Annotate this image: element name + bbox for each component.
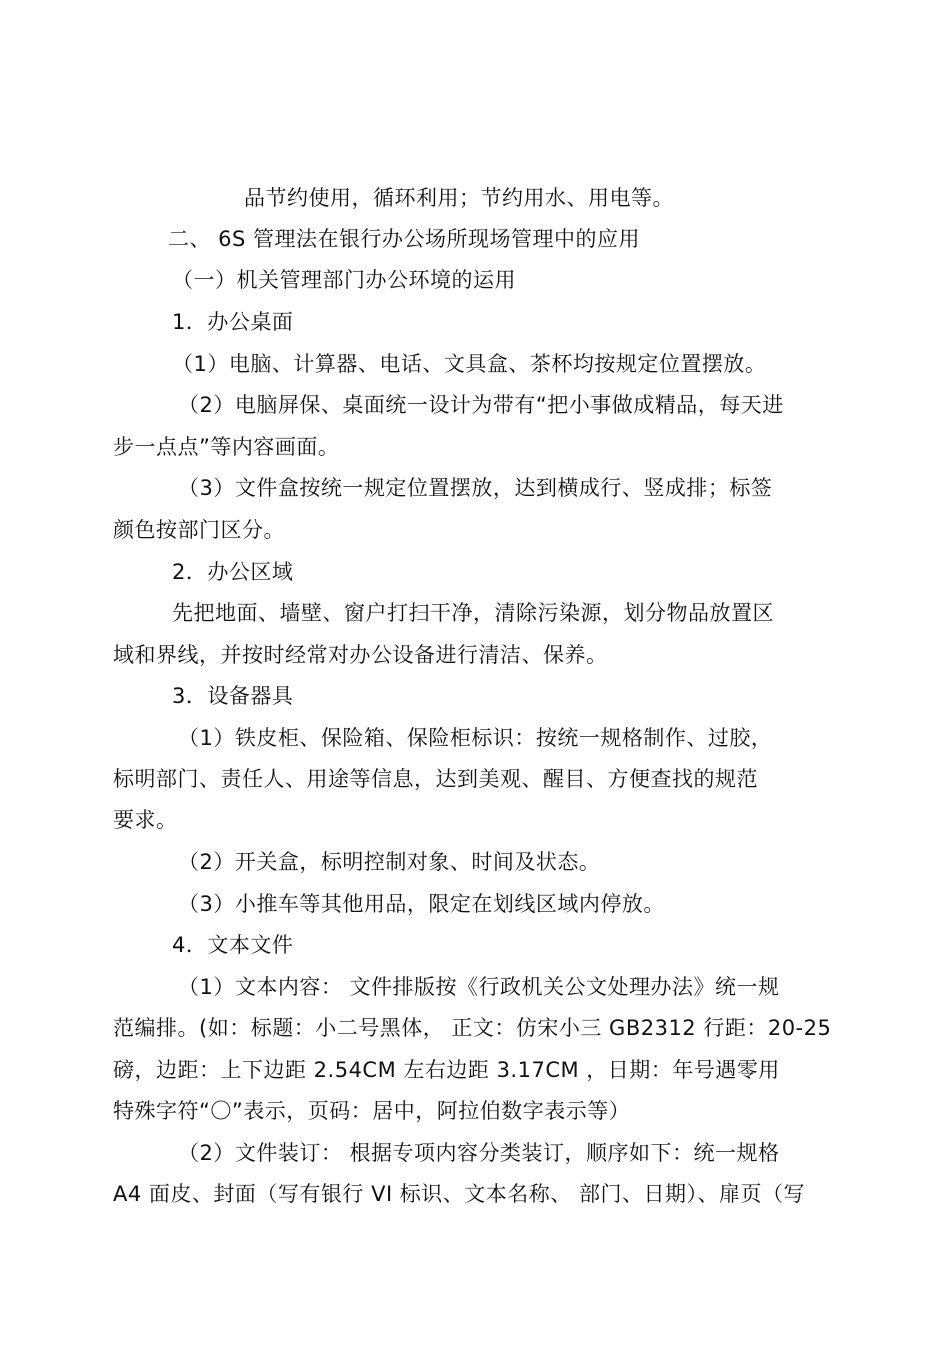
text-line-18: （3）小推车等其他用品，限定在划线区域内停放。 xyxy=(178,892,665,916)
text-line-1: 品节约使用，循环利用；节约用水、用电等。 xyxy=(244,186,674,210)
text-line-25: A4 面皮、封面（写有银行 VI 标识、文本名称、 部门、日期）、扉页（写 xyxy=(113,1182,805,1206)
text-line-15: 标明部门、责任人、用途等信息，达到美观、醒目、方便查找的规范 xyxy=(113,767,758,791)
text-line-17: （2）开关盒，标明控制对象、时间及状态。 xyxy=(178,850,601,874)
text-line-22: 磅，边距：上下边距 2.54CM 左右边距 3.17CM ，日期：年号遇零用 xyxy=(113,1058,780,1082)
text-line-9: 颜色按部门区分。 xyxy=(113,518,285,542)
text-line-8: （3）文件盒按统一规定位置摆放，达到横成行、竖成排；标签 xyxy=(178,476,773,500)
item-heading-1: 1．办公桌面 xyxy=(172,310,294,334)
text-line-6: （2）电脑屏保、桌面统一设计为带有“把小事做成精品，每天进 xyxy=(178,393,784,417)
section-heading-2: 二、 6S 管理法在银行办公场所现场管理中的应用 xyxy=(168,227,641,251)
text-line-16: 要求。 xyxy=(113,808,178,832)
item-heading-3: 3．设备器具 xyxy=(172,684,294,708)
text-line-20: （1）文本内容： 文件排版按《行政机关公文处理办法》统一规 xyxy=(178,975,780,999)
text-line-11: 先把地面、墙壁、窗户打扫干净，清除污染源，划分物品放置区 xyxy=(172,601,774,625)
text-line-23: 特殊字符“〇”表示，页码：居中，阿拉伯数字表示等） xyxy=(113,1099,631,1123)
text-line-12: 域和界线，并按时经常对办公设备进行清洁、保养。 xyxy=(113,643,608,667)
text-line-24: （2）文件装订： 根据专项内容分类装订，顺序如下：统一规格 xyxy=(178,1141,780,1165)
text-line-14: （1）铁皮柜、保险箱、保险柜标识：按统一规格制作、过胶， xyxy=(178,726,773,750)
text-line-21: 范编排。(如：标题：小二号黑体， 正文：仿宋小三 GB2312 行距：20-25 xyxy=(113,1016,832,1040)
item-heading-2: 2．办公区域 xyxy=(172,560,294,584)
subsection-heading-1: （一）机关管理部门办公环境的运用 xyxy=(172,268,516,292)
text-line-7: 步一点点”等内容画面。 xyxy=(113,435,340,459)
item-heading-4: 4．文本文件 xyxy=(172,933,294,957)
text-line-5: （1）电脑、计算器、电话、文具盒、茶杯均按规定位置摆放。 xyxy=(172,352,767,376)
